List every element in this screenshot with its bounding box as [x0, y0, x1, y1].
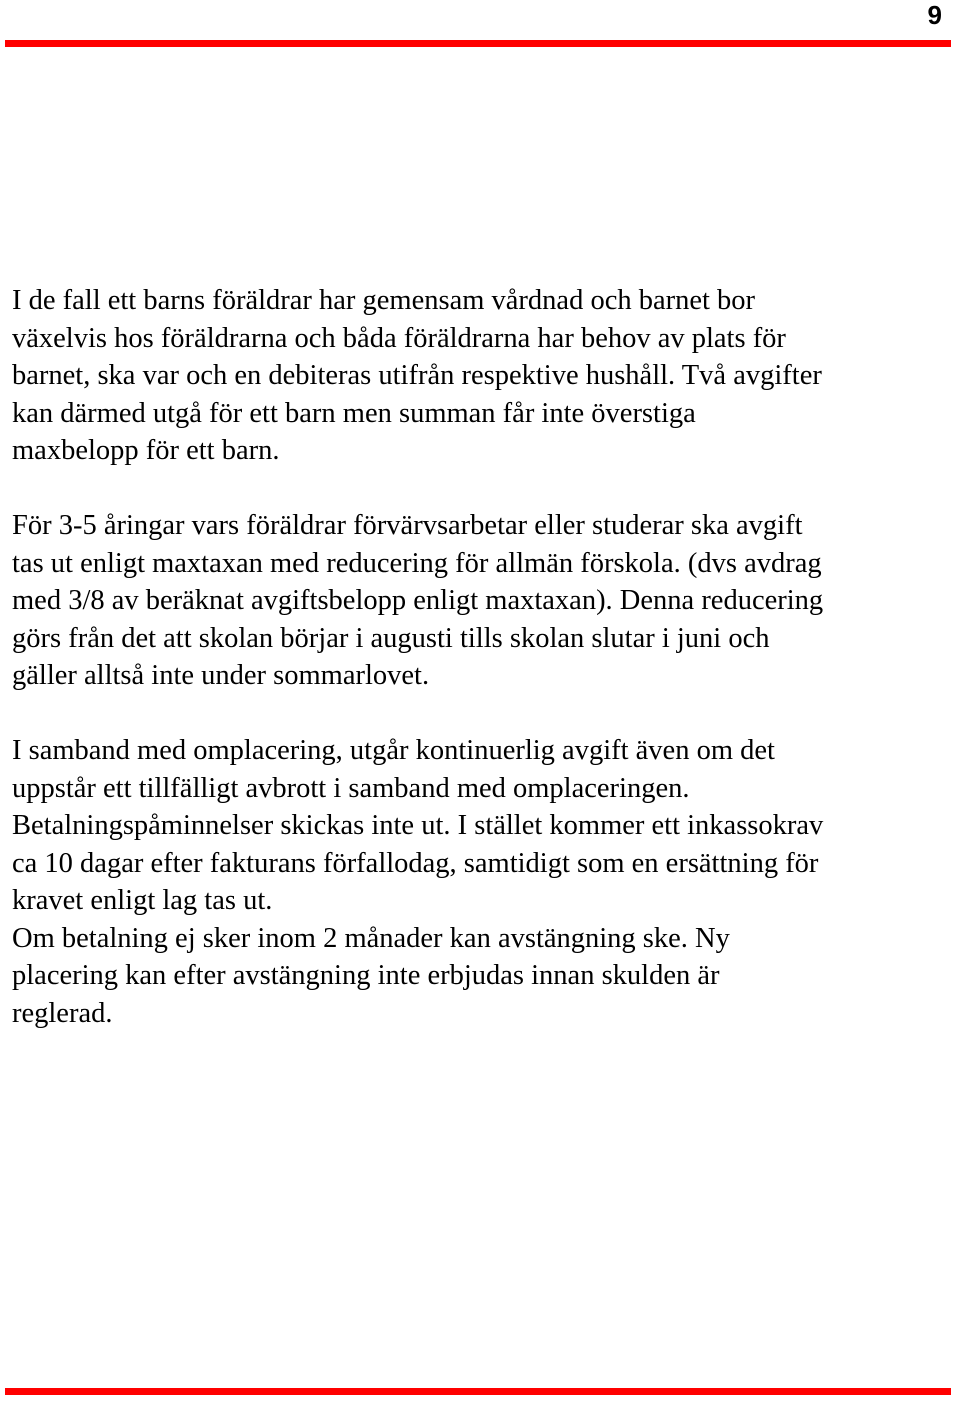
text-line: kan därmed utgå för ett barn men summan får inte överstiga: [12, 397, 696, 429]
text-line: gäller alltså inte under sommarlovet.: [12, 660, 430, 691]
top-red-rule: [5, 40, 951, 47]
paragraph-shared-custody: [12, 282, 952, 470]
paragraph-replacement-and-payment: [12, 732, 952, 1032]
text-line: Betalningspåminnelser skickas inte ut. I stället kommer ett inkassokrav: [12, 810, 824, 841]
text-line: För 3-5 åringar vars föräldrar förvärvsarbetar eller studerar ska avgift: [12, 510, 803, 541]
text-line: I samband med omplacering, utgår kontinuerlig avgift även om det: [12, 735, 775, 766]
text-line: reglerad.: [12, 997, 113, 1029]
text-line: uppstår ett tillfälligt avbrott i samband med omplaceringen.: [12, 772, 690, 804]
text-line: tas ut enligt maxtaxan med reducering för allmän förskola. (dvs avdrag: [12, 547, 822, 579]
text-line: med 3/8 av beräknat avgiftsbelopp enligt maxtaxan). Denna reducering: [12, 585, 824, 616]
bottom-red-rule: [5, 1388, 951, 1395]
text-line: görs från det att skolan börjar i augusti tills skolan slutar i juni och: [12, 622, 770, 654]
text-line: placering kan efter avstängning inte erbjudas innan skulden är: [12, 960, 720, 991]
text-line: Om betalning ej sker inom 2 månader kan avstängning ske. Ny: [12, 922, 730, 954]
text-line: I de fall ett barns föräldrar har gemensam vårdnad och barnet bor: [12, 285, 756, 316]
text-line: maxbelopp för ett barn.: [12, 435, 280, 466]
text-line: växelvis hos föräldrarna och båda föräldrarna har behov av plats för: [12, 322, 786, 354]
text-line: ca 10 dagar efter fakturans förfallodag, samtidigt som en ersättning för: [12, 847, 819, 879]
text-line: barnet, ska var och en debiteras utifrån respektive hushåll. Två avgifter: [12, 360, 822, 391]
text-line: kravet enligt lag tas ut.: [12, 885, 273, 916]
page-number: 9: [927, 0, 942, 30]
document-body: [12, 282, 952, 1032]
paragraph-preschool-reduction: [12, 507, 952, 695]
